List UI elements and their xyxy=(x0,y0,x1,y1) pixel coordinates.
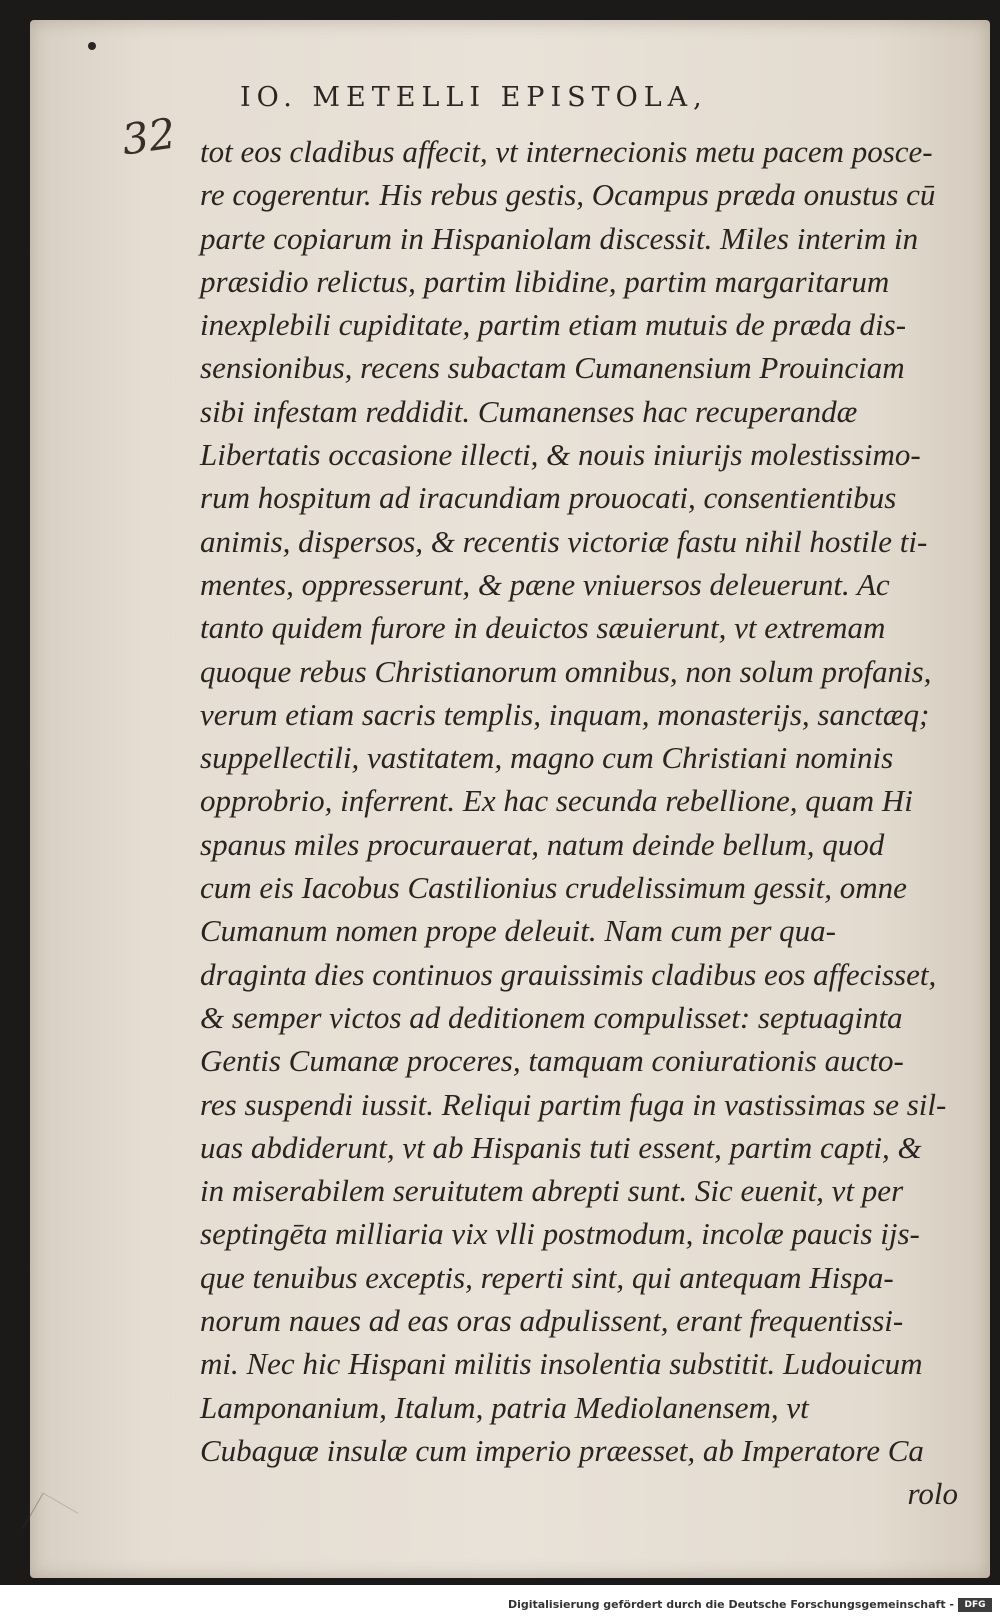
text-line: tanto quidem furore in deuictos sæuierunt, vt extremam xyxy=(200,610,886,646)
text-line: norum naues ad eas oras adpulissent, erant frequentissi- xyxy=(200,1303,904,1339)
dfg-logo: DFG xyxy=(958,1598,992,1612)
text-line: Lamponanium, Italum, patria Mediolanensem, vt xyxy=(200,1389,809,1425)
text-line: Cubaguæ insulæ cum imperio præesset, ab Imperatore Ca xyxy=(200,1432,924,1468)
text-line: rum hospitum ad iracundiam prouocati, consentientibus xyxy=(200,480,897,516)
text-line: verum etiam sacris templis, inquam, monasterijs, sanctæq; xyxy=(200,696,930,732)
text-line: & semper victos ad deditionem compulisset: septuaginta xyxy=(200,999,903,1035)
text-line: sensionibus, recens subactam Cumanensium Prouinciam xyxy=(200,350,905,386)
text-line: res suspendi iussit. Reliqui partim fuga in vastissimas se sil- xyxy=(200,1086,947,1122)
body-text xyxy=(200,130,960,1516)
text-line: Cumanum nomen prope deleuit. Nam cum per qua- xyxy=(200,913,836,949)
text-line: tot eos cladibus affecit, vt internecionis metu pacem posce- xyxy=(200,134,933,169)
text-line: parte copiarum in Hispaniolam discessit. Miles interim in xyxy=(200,220,919,256)
text-line: mi. Nec hic Hispani militis insolentia substitit. Ludouicum xyxy=(200,1346,923,1382)
text-line: quoque rebus Christianorum omnibus, non solum profanis, xyxy=(200,653,932,689)
text-line: re cogerentur. His rebus gestis, Ocampus præda onustus cū xyxy=(200,177,936,213)
footer-bar xyxy=(0,1590,1000,1621)
text-line: Libertatis occasione illecti, & nouis iniurijs molestissimo- xyxy=(200,437,921,473)
text-line: suppellectili, vastitatem, magno cum Christiani nominis xyxy=(200,740,894,776)
running-head: IO. METELLI EPISTOLA, xyxy=(240,82,708,113)
text-line: cum eis Iacobus Castilionius crudelissimum gessit, omne xyxy=(200,870,907,906)
funding-credit: Digitalisierung gefördert durch die Deutsche Forschungsgemeinschaft - xyxy=(507,1598,954,1611)
text-line: in miserabilem seruitutem abrepti sunt. Sic euenit, vt per xyxy=(200,1173,904,1209)
text-line: spanus miles procurauerat, natum deinde bellum, quod xyxy=(200,826,885,862)
text-line: Gentis Cumanæ proceres, tamquam coniurationis aucto- xyxy=(200,1043,904,1079)
text-line: sibi infestam reddidit. Cumanenses hac recuperandæ xyxy=(200,393,858,429)
text-line: opprobrio, inferrent. Ex hac secunda rebellione, quam Hi xyxy=(200,783,913,819)
catchword: rolo xyxy=(907,1476,958,1512)
text-line: mentes, oppresserunt, & pæne vniuersos deleuerunt. Ac xyxy=(200,566,890,602)
text-line: animis, dispersos, & recentis victoriæ fastu nihil hostile ti- xyxy=(200,523,928,559)
text-line: uas abdiderunt, vt ab Hispanis tuti essent, partim capti, & xyxy=(200,1129,922,1165)
text-line: que tenuibus exceptis, reperti sint, qui antequam Hispa- xyxy=(200,1259,894,1295)
text-line: draginta dies continuos grauissimis cladibus eos affecisset, xyxy=(200,956,937,992)
handwritten-page-number: 32 xyxy=(118,108,179,165)
text-line: inexplebili cupiditate, partim etiam mutuis de præda dis- xyxy=(200,307,907,343)
text-line: præsidio relictus, partim libidine, partim margaritarum xyxy=(200,263,890,299)
ink-dot xyxy=(88,42,96,50)
text-line: septingēta milliaria vix vlli postmodum, incolæ paucis ijs- xyxy=(200,1216,920,1252)
